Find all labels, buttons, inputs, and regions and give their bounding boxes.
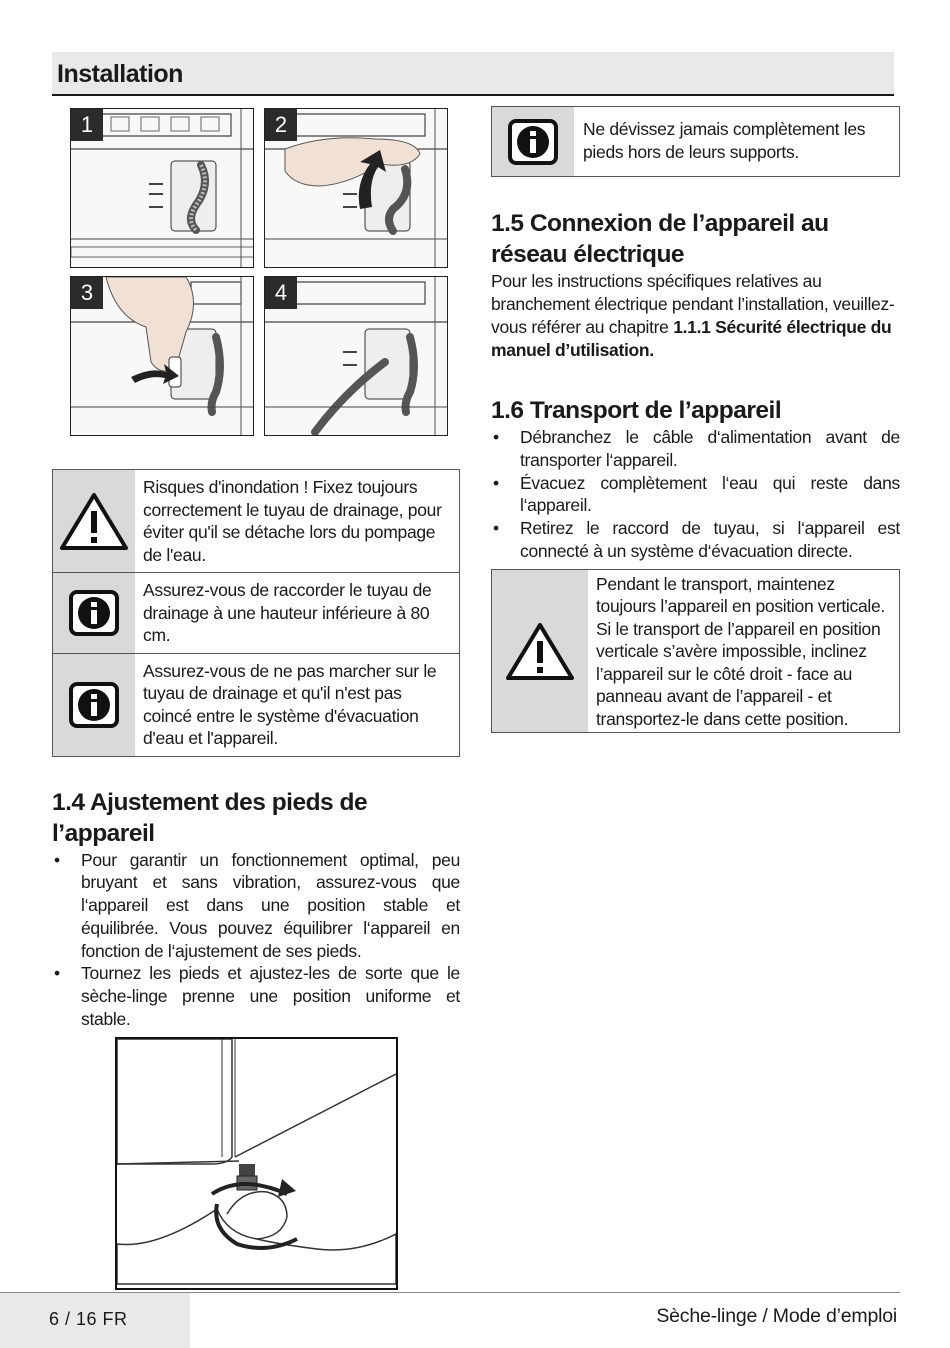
page-title: Installation bbox=[57, 60, 183, 88]
step-number: 1 bbox=[71, 109, 103, 141]
bullet-list bbox=[52, 849, 460, 1031]
notice-table bbox=[52, 469, 460, 757]
notice-text: Assurez-vous de raccorder le tuyau de drainage à une hauteur inférieure à 80 cm. bbox=[143, 580, 432, 645]
step-illustrations bbox=[52, 108, 460, 438]
list-item: • Évacuez complètement l‘eau qui reste dans l‘appareil. bbox=[491, 472, 900, 518]
notice-text: Risques d'inondation ! Fixez toujours correctement le tuyau de drainage, pour éviter qu'il se détache lors du pompage de l'eau. bbox=[143, 477, 442, 565]
notice-row bbox=[53, 470, 459, 572]
step-4-illustration bbox=[264, 276, 448, 436]
chapter-reference: 1.1.1 Sécurité électrique du manuel d’utilisation. bbox=[491, 317, 892, 360]
list-item: • Retirez le raccord de tuyau, si l‘appareil est connecté à un système d‘évacuation directe. bbox=[491, 517, 900, 563]
list-item: • Pour garantir un fonctionnement optimal, peu bruyant et sans vibration, assurez-vous que l‘appareil est dans une position stable et équilibrée. Vous pouvez équilibrer l‘appareil en fonction de l‘ajustement de ses pieds. bbox=[52, 849, 460, 963]
footer-page-box bbox=[0, 1293, 190, 1348]
step-3-illustration bbox=[70, 276, 254, 436]
section-heading: 1.4 Ajustement des pieds de l’appareil bbox=[52, 788, 368, 847]
left-column bbox=[52, 108, 460, 1290]
foot-adjustment-illustration bbox=[115, 1037, 398, 1290]
list-item: • Tournez les pieds et ajustez-les de sorte que le sèche-linge prenne une position uniforme et stable. bbox=[52, 962, 460, 1030]
warning-icon bbox=[492, 570, 588, 733]
info-icon bbox=[53, 654, 135, 756]
notice-table bbox=[491, 106, 900, 177]
body-text: Pour les instructions spécifiques relatives au branchement électrique pendant l’installation, veuillez-vous référer au chapitre bbox=[491, 271, 895, 337]
notice-text: Assurez-vous de ne pas marcher sur le tuyau de drainage et qu'il n'est pas coincé entre le système d'évacuation d'eau et l'appareil. bbox=[143, 660, 437, 748]
step-number: 2 bbox=[265, 109, 297, 141]
section-heading: 1.6 Transport de l’appareil bbox=[491, 397, 782, 424]
step-2-illustration bbox=[264, 108, 448, 268]
notice-row bbox=[492, 570, 899, 733]
section-header bbox=[52, 52, 894, 96]
warning-icon bbox=[53, 470, 135, 572]
notice-text: Pendant le transport, maintenez toujours l’appareil en position verticale. Si le transport de l’appareil en position verticale s’avère impossible, inclinez l’appareil sur le côté droit - face au panneau avant de l’appareil - et transportez-le dans cette position. bbox=[596, 573, 885, 729]
notice-text: Ne dévissez jamais complètement les pieds hors de leurs supports. bbox=[583, 119, 866, 162]
step-number: 3 bbox=[71, 277, 103, 309]
notice-table bbox=[491, 569, 900, 734]
right-column bbox=[491, 106, 900, 733]
section-heading: 1.5 Connexion de l’appareil au réseau électrique bbox=[491, 210, 829, 268]
notice-row bbox=[53, 653, 459, 756]
bullet-list bbox=[491, 426, 900, 563]
step-number: 4 bbox=[265, 277, 297, 309]
list-item: • Débranchez le câble d‘alimentation avant de transporter l‘appareil. bbox=[491, 426, 900, 472]
notice-row bbox=[53, 572, 459, 653]
info-icon bbox=[53, 573, 135, 653]
section-body bbox=[491, 270, 900, 362]
page-number: 6 / 16 FR bbox=[49, 1309, 128, 1329]
notice-row bbox=[492, 107, 899, 176]
info-icon bbox=[492, 107, 574, 176]
step-1-illustration bbox=[70, 108, 254, 268]
footer-document-title: Sèche-linge / Mode d’emploi bbox=[656, 1305, 897, 1327]
